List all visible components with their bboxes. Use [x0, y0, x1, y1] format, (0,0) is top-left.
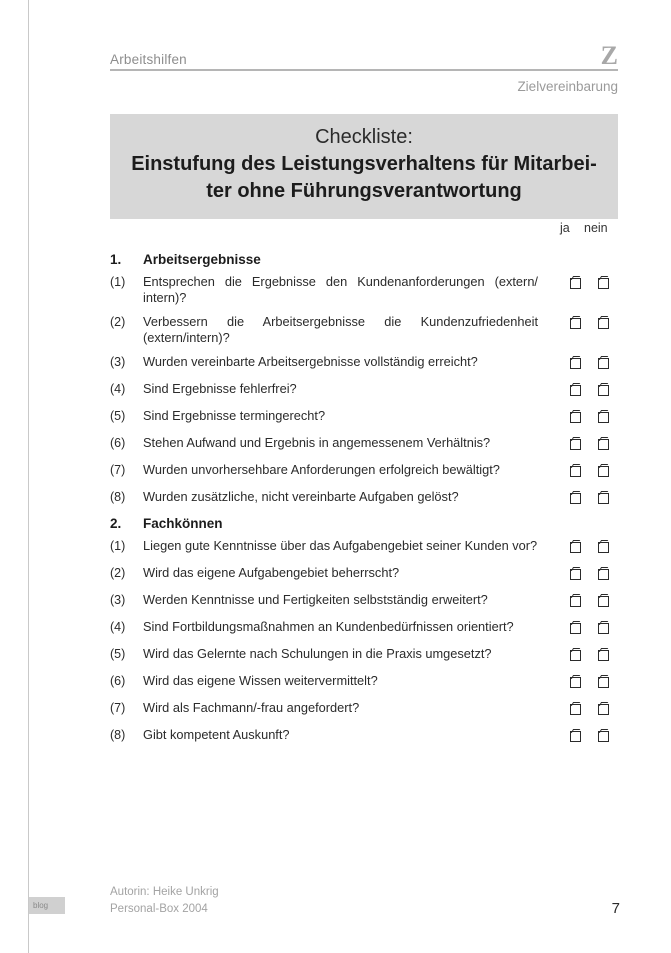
section-heading-2 — [110, 516, 620, 531]
item-number: (3) — [110, 592, 126, 607]
answer-boxes — [565, 356, 625, 370]
item-number: (8) — [110, 727, 126, 742]
checkbox-no[interactable] — [598, 623, 609, 634]
answer-boxes — [565, 567, 625, 581]
checkbox-yes[interactable] — [570, 623, 581, 634]
item-text: Sind Fortbildungsmaßnahmen an Kundenbedürfnissen orientiert? — [143, 618, 514, 634]
checkbox-yes[interactable] — [570, 596, 581, 607]
answer-boxes — [565, 702, 625, 716]
item-text: Wird das eigene Aufgabengebiet beherrscht? — [143, 564, 400, 580]
answer-boxes — [565, 648, 625, 662]
checklist-row — [110, 727, 620, 746]
item-number: (6) — [110, 673, 126, 688]
checklist-row — [110, 408, 620, 427]
left-margin-rule — [28, 0, 29, 953]
item-text: Verbessern die Arbeitsergebnisse die Kundenzufriedenheit (extern/intern)? — [143, 313, 538, 345]
item-text: Wurden zusätzliche, nicht vereinbarte Aufgaben gelöst? — [143, 488, 459, 504]
item-number: (5) — [110, 408, 126, 423]
header-index-letter: Z — [600, 41, 618, 70]
answer-boxes — [565, 316, 625, 330]
answer-boxes — [565, 437, 625, 451]
item-text: Wird als Fachmann/-frau angefordert? — [143, 699, 360, 715]
item-number: (2) — [110, 565, 126, 580]
checklist-row — [110, 314, 620, 346]
checklist-row — [110, 381, 620, 400]
checkbox-no[interactable] — [598, 358, 609, 369]
title-block — [110, 114, 618, 219]
checklist-row — [110, 700, 620, 719]
section-title: Arbeitsergebnisse — [143, 252, 261, 267]
checkbox-yes[interactable] — [570, 704, 581, 715]
item-text: Sind Ergebnisse termingerecht? — [143, 407, 326, 423]
answer-boxes — [565, 464, 625, 478]
item-text: Wurden unvorhersehbare Anforderungen erfolgreich bewältigt? — [143, 461, 500, 477]
checkbox-yes[interactable] — [570, 385, 581, 396]
header-row — [110, 41, 618, 71]
item-text: Wird das Gelernte nach Schulungen in die Praxis umgesetzt? — [143, 645, 492, 661]
checkbox-yes[interactable] — [570, 569, 581, 580]
answer-boxes — [565, 410, 625, 424]
checkbox-yes[interactable] — [570, 493, 581, 504]
checkbox-no[interactable] — [598, 731, 609, 742]
checklist-row — [110, 462, 620, 481]
checklist-row — [110, 489, 620, 508]
item-number: (1) — [110, 538, 126, 553]
checkbox-yes[interactable] — [570, 466, 581, 477]
item-text: Gibt kompetent Auskunft? — [143, 726, 290, 742]
item-number: (4) — [110, 381, 126, 396]
item-text: Sind Ergebnisse fehlerfrei? — [143, 380, 297, 396]
item-text: Wurden vereinbarte Arbeitsergebnisse vollständig erreicht? — [143, 353, 478, 369]
checklist-row — [110, 565, 620, 584]
answer-boxes — [565, 729, 625, 743]
checkbox-no[interactable] — [598, 493, 609, 504]
title-main-line1: Einstufung des Leistungsverhaltens für Mitarbei- — [131, 153, 597, 175]
checkbox-yes[interactable] — [570, 278, 581, 289]
answer-boxes — [565, 594, 625, 608]
checklist-row — [110, 435, 620, 454]
item-text: Entsprechen die Ergebnisse den Kundenanforderungen (extern/ intern)? — [143, 274, 538, 305]
footer-author: Autorin: Heike Unkrig — [110, 886, 219, 898]
title-main-line2: ter ohne Führungsverantwortung — [206, 180, 522, 202]
corner-watermark-label: blog — [33, 901, 49, 910]
page-header — [110, 41, 618, 95]
checklist-row — [110, 592, 620, 611]
page-number: 7 — [611, 900, 620, 917]
checkbox-no[interactable] — [598, 542, 609, 553]
column-header-no: nein — [584, 221, 608, 235]
item-number: (4) — [110, 619, 126, 634]
checkbox-no[interactable] — [598, 318, 609, 329]
checkbox-yes[interactable] — [570, 677, 581, 688]
header-section-label: Arbeitshilfen — [110, 52, 187, 68]
item-text: Stehen Aufwand und Ergebnis in angemessenem Verhältnis? — [143, 434, 491, 450]
section-heading-1 — [110, 252, 620, 267]
checklist-row — [110, 619, 620, 638]
checklist — [110, 246, 620, 754]
item-number: (2) — [110, 314, 126, 329]
checkbox-no[interactable] — [598, 385, 609, 396]
checkbox-no[interactable] — [598, 569, 609, 580]
checklist-row — [110, 646, 620, 665]
checkbox-yes[interactable] — [570, 439, 581, 450]
answer-boxes — [565, 276, 625, 290]
checklist-row — [110, 274, 620, 306]
section-number: 1. — [110, 252, 122, 267]
checkbox-no[interactable] — [598, 650, 609, 661]
answer-boxes — [565, 491, 625, 505]
checkbox-no[interactable] — [598, 278, 609, 289]
checkbox-no[interactable] — [598, 704, 609, 715]
page-footer — [110, 884, 620, 917]
item-number: (7) — [110, 700, 126, 715]
checkbox-yes[interactable] — [570, 542, 581, 553]
section-title: Fachkönnen — [143, 515, 223, 531]
header-subtitle: Zielvereinbarung — [517, 79, 618, 95]
item-text: Werden Kenntnisse und Fertigkeiten selbstständig erweitert? — [143, 591, 488, 607]
checkbox-yes[interactable] — [570, 650, 581, 661]
answer-boxes — [565, 675, 625, 689]
footer-source: Personal-Box 2004 — [110, 902, 208, 915]
corner-watermark-tab — [29, 897, 65, 914]
checkbox-yes[interactable] — [570, 412, 581, 423]
checkbox-no[interactable] — [598, 596, 609, 607]
item-text: Wird das eigene Wissen weitervermittelt? — [143, 672, 378, 688]
checklist-row — [110, 538, 620, 557]
checklist-row — [110, 673, 620, 692]
section-number: 2. — [110, 515, 122, 531]
item-number: (7) — [110, 462, 126, 477]
item-number: (1) — [110, 275, 126, 289]
item-text: Liegen gute Kenntnisse über das Aufgabengebiet seiner Kunden vor? — [143, 537, 538, 553]
answer-boxes — [565, 540, 625, 554]
checkbox-no[interactable] — [598, 439, 609, 450]
checklist-row — [110, 354, 620, 373]
title-checklist-label: Checkliste: — [315, 126, 413, 148]
answer-boxes — [565, 383, 625, 397]
checkbox-no[interactable] — [598, 412, 609, 423]
checkbox-yes[interactable] — [570, 358, 581, 369]
answer-boxes — [565, 621, 625, 635]
checkbox-yes[interactable] — [570, 731, 581, 742]
item-number: (5) — [110, 646, 126, 661]
checkbox-no[interactable] — [598, 466, 609, 477]
checkbox-no[interactable] — [598, 677, 609, 688]
item-number: (8) — [110, 489, 126, 504]
checkbox-yes[interactable] — [570, 318, 581, 329]
column-header-yes: ja — [560, 221, 570, 235]
item-number: (3) — [110, 354, 126, 369]
item-number: (6) — [110, 435, 126, 450]
